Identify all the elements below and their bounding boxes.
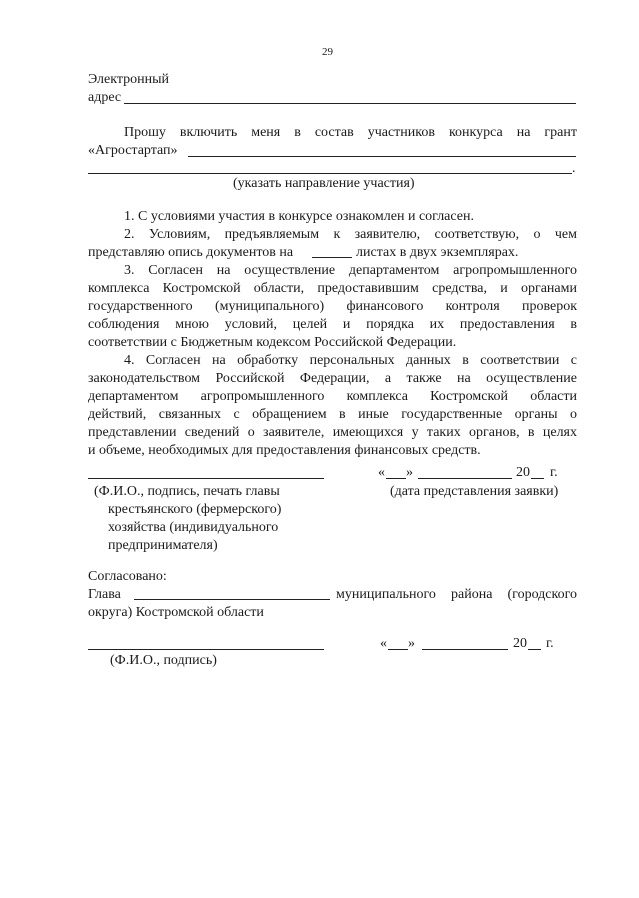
approval-date-day-line[interactable] <box>388 649 408 650</box>
email-fill-line[interactable] <box>124 103 576 104</box>
date-year-line[interactable] <box>531 478 544 479</box>
item-4-line5: представлении сведений о заявителе, имеющихся у таких органов, в целях <box>88 425 577 440</box>
item-2-line1: 2. Условиям, предъявляемым к заявителю, соответствую, о чем <box>124 227 577 242</box>
approval-date-year-line[interactable] <box>528 649 541 650</box>
item-4-line4: действий, связанных с обращением в иные государственные органы о <box>88 407 577 422</box>
applicant-caption-line1: (Ф.И.О., подпись, печать главы <box>94 484 280 499</box>
email-label-line1: Электронный <box>88 72 170 87</box>
page-number: 29 <box>322 46 333 58</box>
item-4-line1: 4. Согласен на обработку персональных данных в соответствии с <box>124 353 577 368</box>
direction-hint: (указать направление участия) <box>233 176 415 191</box>
date-open-quote: « <box>378 465 385 480</box>
applicant-caption-line2: крестьянского (фермерского) <box>108 502 282 517</box>
item-2-line2-b: листах в двух экземплярах. <box>356 245 519 260</box>
item-4-line6: и объеме, необходимых для предоставления финансовых средств. <box>88 443 481 458</box>
item-3-line3: государственного (муниципального) финансового контроля проверок <box>88 299 577 314</box>
item-1: 1. С условиями участия в конкурсе ознакомлен и согласен. <box>124 209 474 224</box>
applicant-signature-line[interactable] <box>88 478 324 479</box>
head-signature-caption: (Ф.И.О., подпись) <box>110 653 217 668</box>
direction-line-end: . <box>572 161 576 176</box>
applicant-caption-line3: хозяйства (индивидуального <box>108 520 279 535</box>
item-4-line2: законодательством Российской Федерации, а также на осуществление <box>88 371 577 386</box>
approval-date-month-line[interactable] <box>422 649 508 650</box>
sheets-count-line[interactable] <box>312 257 352 258</box>
approval-date-close-quote: » <box>408 636 415 651</box>
head-label: Глава <box>88 587 121 602</box>
approval-date-suffix: г. <box>546 636 554 651</box>
head-suffix: муниципального района (городского <box>336 587 577 602</box>
request-grant-name: «Агростартап» <box>88 143 178 158</box>
item-3-line1: 3. Согласен на осуществление департаментом агропромышленного <box>124 263 577 278</box>
item-3-line5: соответствии с Бюджетным кодексом Российской Федерации. <box>88 335 457 350</box>
direction-fill-line-2[interactable] <box>88 173 572 174</box>
item-4-line3: департаментом агропромышленного комплекса Костромской области <box>88 389 577 404</box>
approval-date-open-quote: « <box>380 636 387 651</box>
head-signature-line[interactable] <box>88 649 324 650</box>
applicant-caption-line4: предпринимателя) <box>108 538 218 553</box>
head-line2: округа) Костромской области <box>88 605 264 620</box>
approval-date-year-prefix: 20 <box>513 636 527 651</box>
date-suffix: г. <box>550 465 558 480</box>
date-day-line[interactable] <box>386 478 406 479</box>
date-caption: (дата представления заявки) <box>390 484 559 499</box>
head-name-line[interactable] <box>134 599 330 600</box>
direction-fill-line-1[interactable] <box>188 156 576 157</box>
date-year-prefix: 20 <box>516 465 530 480</box>
date-close-quote: » <box>406 465 413 480</box>
date-month-line[interactable] <box>418 478 512 479</box>
item-3-line2: комплекса Костромской области, предоставившим средства, и органами <box>88 281 577 296</box>
request-line1: Прошу включить меня в состав участников конкурса на грант <box>124 125 577 140</box>
email-label-line2: адрес <box>88 90 122 105</box>
item-3-line4: соблюдения мною условий, целей и порядка их предоставления в <box>88 317 577 332</box>
approval-title: Согласовано: <box>88 569 167 584</box>
item-2-line2-a: представляю опись документов на <box>88 245 294 260</box>
